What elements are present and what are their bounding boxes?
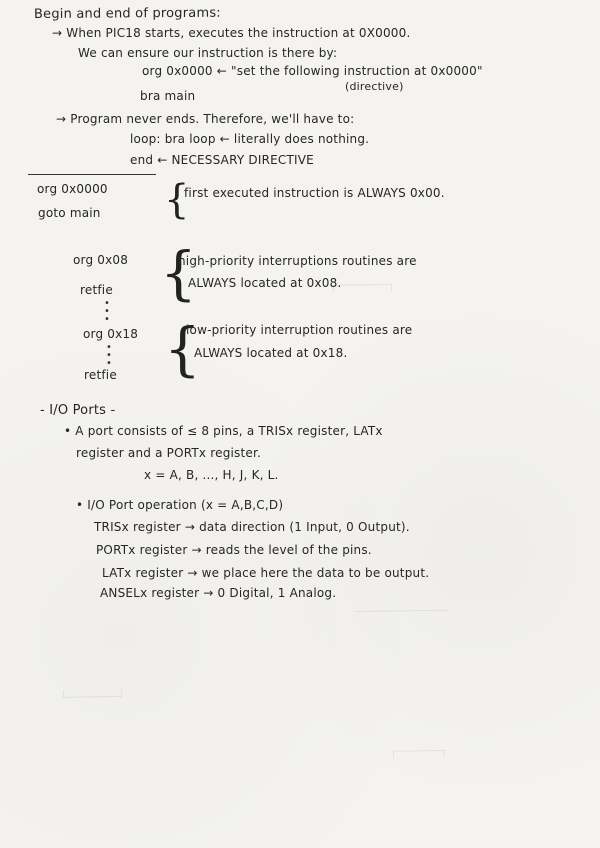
code-line: goto main	[38, 206, 101, 220]
code-line: org 0x08	[73, 253, 129, 267]
note-line: ANSELx register → 0 Digital, 1 Analog.	[100, 586, 337, 600]
note-line: low-priority interruption routines are	[186, 323, 413, 337]
code-line: org 0x18	[83, 327, 139, 341]
heading-io-ports: - I/O Ports -	[40, 403, 116, 418]
code-line: bra main	[140, 89, 196, 103]
note-line: (directive)	[345, 80, 404, 93]
note-line: → When PIC18 starts, executes the instruction at 0X0000.	[52, 26, 411, 40]
bleed-through-mark: └───────┘	[59, 689, 126, 705]
code-line: org 0x0000	[37, 182, 108, 196]
note-line: → Program never ends. Therefore, we'll have to:	[56, 112, 355, 126]
note-line: PORTx register → reads the level of the pins.	[96, 543, 372, 557]
note-line: register and a PORTx register.	[76, 446, 262, 460]
note-line: TRISx register → data direction (1 Input, 0 Output).	[94, 520, 410, 534]
curly-brace: {	[160, 239, 197, 307]
note-line: ALWAYS located at 0x08.	[188, 276, 342, 290]
note-line: high-priority interruptions routines are	[178, 254, 417, 268]
note-line: LATx register → we place here the data to be output.	[102, 566, 430, 580]
bleed-through-mark: ─────────────	[354, 603, 450, 619]
note-line: We can ensure our instruction is there by:	[78, 46, 338, 60]
section-divider	[28, 174, 156, 175]
bleed-through-mark: ┌──────┐	[389, 743, 448, 759]
note-line: • I/O Port operation (x = A,B,C,D)	[76, 498, 284, 512]
heading-begin-end: Begin and end of programs:	[33, 5, 221, 22]
code-line: org 0x0000 ← "set the following instruction at 0x0000"	[142, 64, 483, 78]
ellipsis-dots: • • •	[104, 298, 110, 325]
note-line: first executed instruction is ALWAYS 0x00.	[184, 186, 445, 200]
code-line: retfie	[80, 283, 113, 297]
note-line: • A port consists of ≤ 8 pins, a TRISx register, LATx	[64, 424, 383, 438]
code-line: end ← NECESSARY DIRECTIVE	[130, 153, 314, 167]
ellipsis-dots: • • •	[106, 342, 112, 369]
code-line: retfie	[84, 368, 117, 382]
note-line: x = A, B, ..., H, J, K, L.	[144, 468, 279, 482]
curly-brace: {	[164, 315, 201, 383]
code-line: loop: bra loop ← literally does nothing.	[130, 132, 370, 146]
note-line: ALWAYS located at 0x18.	[194, 346, 348, 360]
bleed-through-mark: ┌───────┐	[329, 277, 396, 293]
curly-brace: {	[164, 177, 190, 223]
